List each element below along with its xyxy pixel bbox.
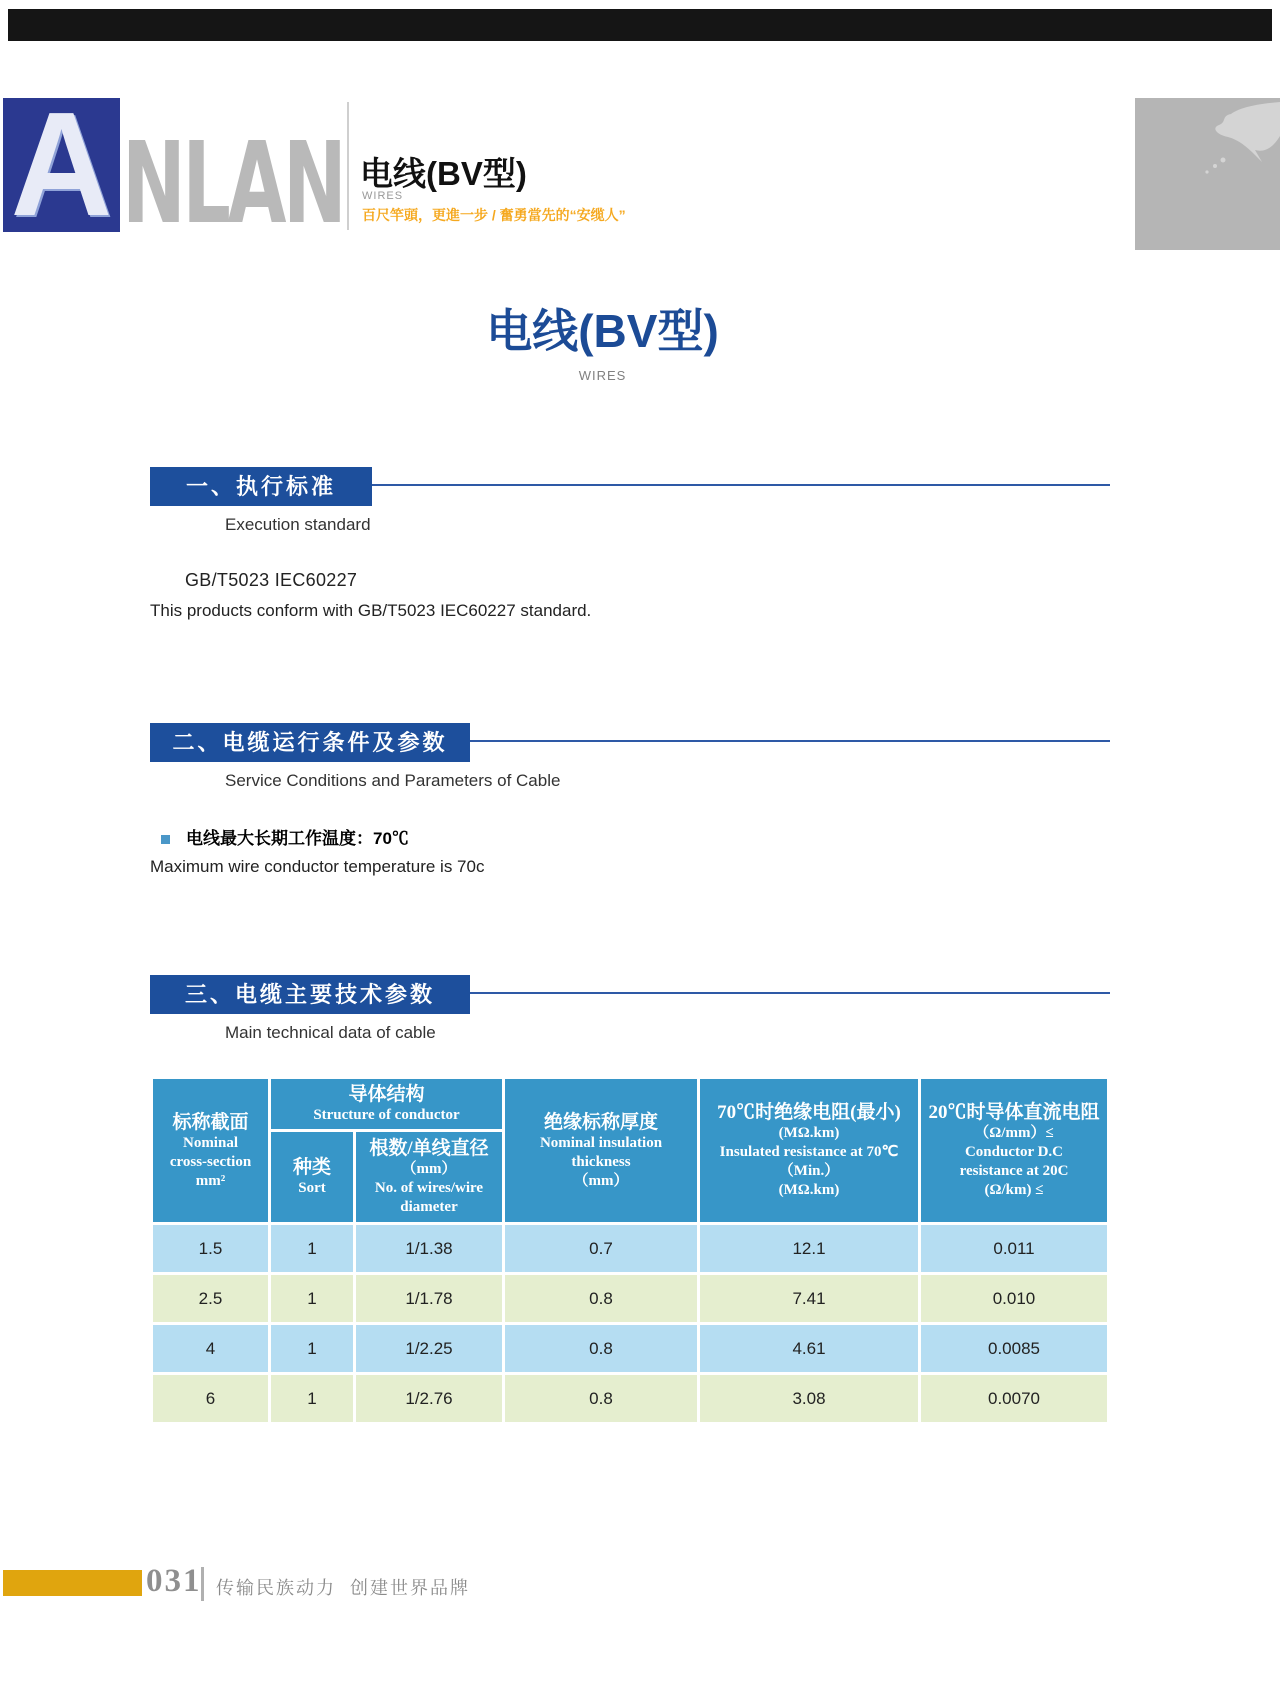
cell-wires-diameter: 1/2.76 <box>356 1375 502 1422</box>
cell-sort: 1 <box>271 1275 353 1322</box>
cell-dc-resistance: 0.0070 <box>921 1375 1107 1422</box>
logo-letter-a: A <box>10 98 113 232</box>
logo-mark <box>3 98 120 232</box>
cell-dc-resistance: 0.010 <box>921 1275 1107 1322</box>
cell-wires-diameter: 1/1.38 <box>356 1225 502 1272</box>
header-divider <box>347 102 349 230</box>
cell-wires-diameter: 1/2.25 <box>356 1325 502 1372</box>
cell-insulated-resistance: 3.08 <box>700 1375 918 1422</box>
cell-wires-diameter: 1/1.78 <box>356 1275 502 1322</box>
product-subtitle: WIRES <box>362 190 404 202</box>
section-service-conditions <box>150 723 1110 791</box>
map-shape-graphic <box>1135 98 1280 250</box>
footer-divider <box>201 1567 204 1601</box>
table-row <box>153 1225 1107 1272</box>
standard-code-line: GB/T5023 IEC60227 <box>185 570 358 590</box>
section-heading-3: 三、电缆主要技术参数 <box>150 975 470 1014</box>
region-map-image <box>1135 98 1280 250</box>
section-caption-2: Service Conditions and Parameters of Cable <box>225 771 561 790</box>
section-caption-1: Execution standard <box>225 515 371 534</box>
page-title: 电线(BV型) <box>486 305 719 357</box>
header-insulation-thickness: 绝缘标称厚度 Nominal insulation thickness （mm） <box>505 1079 697 1222</box>
top-accent-bar <box>8 9 1272 41</box>
cell-dc-resistance: 0.011 <box>921 1225 1107 1272</box>
section-heading-1: 一、执行标准 <box>150 467 372 506</box>
section-technical-data <box>150 975 1110 1043</box>
section-execution-standard <box>150 467 1110 535</box>
footer-slogan: 传输民族动力 创建世界品牌 <box>216 1578 471 1598</box>
cell-cross-section: 2.5 <box>153 1275 268 1322</box>
header-insulated-resistance-70c: 70℃时绝缘电阻(最小) (MΩ.km) Insulated resistance at 70℃ （Min.） (MΩ.km) <box>700 1079 918 1222</box>
section-heading-2: 二、电缆运行条件及参数 <box>150 723 470 762</box>
cell-insulated-resistance: 12.1 <box>700 1225 918 1272</box>
cell-insulated-resistance: 4.61 <box>700 1325 918 1372</box>
page-number: 031 <box>146 1563 202 1599</box>
technical-data-table <box>150 1076 1110 1425</box>
cell-cross-section: 1.5 <box>153 1225 268 1272</box>
brand-slogan: 百尺竿頭，更進一步 / 奮勇當先的“安缆人” <box>362 207 626 223</box>
cell-insulation-thickness: 0.8 <box>505 1325 697 1372</box>
table-row <box>153 1375 1107 1422</box>
page-subtitle: WIRES <box>578 368 627 383</box>
max-temperature-line-en: Maximum wire conductor temperature is 70c <box>150 857 485 876</box>
cell-sort: 1 <box>271 1375 353 1422</box>
standard-description-line: This products conform with GB/T5023 IEC60227 standard. <box>150 601 592 620</box>
header-sort: 种类 Sort <box>271 1132 353 1222</box>
product-title: 电线(BV型) <box>360 155 527 192</box>
footer-accent-bar <box>3 1570 142 1596</box>
cell-insulated-resistance: 7.41 <box>700 1275 918 1322</box>
header-structure-of-conductor: 导体结构 Structure of conductor <box>271 1079 502 1129</box>
header-conductor-dc-resistance-20c: 20℃时导体直流电阻 （Ω/mm）≤ Conductor D.C resistance at 20C (Ω/km) ≤ <box>921 1079 1107 1222</box>
cell-insulation-thickness: 0.7 <box>505 1225 697 1272</box>
table-row <box>153 1275 1107 1322</box>
cell-insulation-thickness: 0.8 <box>505 1375 697 1422</box>
max-temperature-line-zh: 电线最大长期工作温度：70℃ <box>186 829 409 848</box>
cell-dc-resistance: 0.0085 <box>921 1325 1107 1372</box>
cell-insulation-thickness: 0.8 <box>505 1275 697 1322</box>
header-nominal-cross-section: 标称截面 Nominal cross-section mm² <box>153 1079 268 1222</box>
cell-cross-section: 6 <box>153 1375 268 1422</box>
section-caption-3: Main technical data of cable <box>225 1023 436 1042</box>
cell-sort: 1 <box>271 1325 353 1372</box>
cell-cross-section: 4 <box>153 1325 268 1372</box>
square-bullet-icon <box>161 835 170 844</box>
page-title-block <box>0 295 1205 383</box>
table-row <box>153 1325 1107 1372</box>
cell-sort: 1 <box>271 1225 353 1272</box>
header-wires-diameter: 根数/单线直径 （mm） No. of wires/wire diameter <box>356 1132 502 1222</box>
logo-letters-nlan: NLAN <box>122 119 344 249</box>
